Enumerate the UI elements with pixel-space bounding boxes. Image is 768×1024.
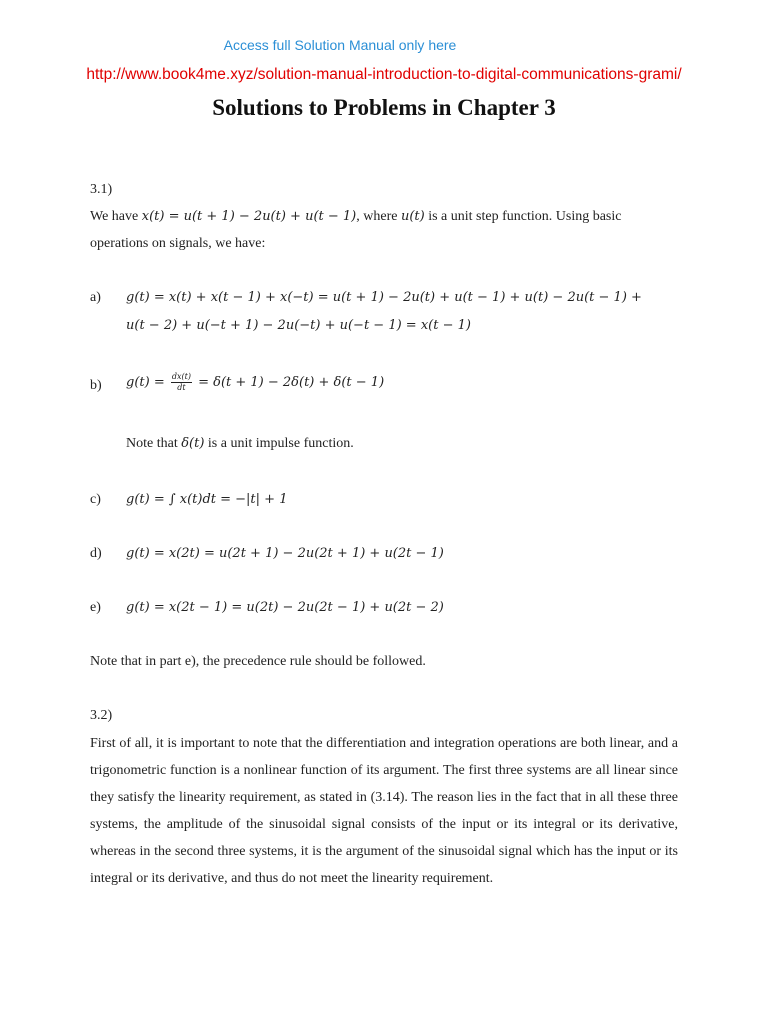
intro-unit-step: u(t) xyxy=(400,209,425,224)
part-a-equation-line1: g(t) = x(t) + x(t − 1) + x(−t) = u(t + 1) − 2u(t) + u(t − 1) + u(t) − 2u(t − 1) + xyxy=(126,290,642,305)
access-solution-link[interactable]: Access full Solution Manual only here xyxy=(223,37,457,53)
problem-3-2-paragraph: First of all, it is important to note that the differentiation and integration operations are both linear, and a trigonometric function is a nonlinear function of its argument. The first three systems are all linear since they satisfy the linearity requirement, as stated in (3.14). The reason lies in the fact that in all these three systems, the amplitude of the sinusoidal signal consists of the input or its integral or its derivative, whereas in the second three systems, it is the argument of the sinusoidal signal which has the input or its integral or its derivative, and thus do not meet the linearity requirement. xyxy=(90,736,678,886)
part-b-equation xyxy=(126,372,384,393)
part-b-lhs: g(t) = xyxy=(126,375,165,390)
problem-3-1-intro xyxy=(90,209,621,225)
intro-text: , where xyxy=(356,209,401,224)
problem-3-1-intro-line2: operations on signals, we have: xyxy=(90,236,266,251)
part-c-label: c) xyxy=(90,492,101,507)
part-b-rhs: = δ(t + 1) − 2δ(t) + δ(t − 1) xyxy=(198,375,385,390)
part-b-label: b) xyxy=(90,378,102,393)
problem-3-2-number: 3.2) xyxy=(90,708,113,723)
part-a-label: a) xyxy=(90,290,101,305)
part-b-note xyxy=(126,436,354,452)
part-d-equation: g(t) = x(2t) = u(2t + 1) − 2u(2t + 1) + u(2t − 1) xyxy=(126,546,444,561)
solution-manual-url-link[interactable]: http://www.book4me.xyz/solution-manual-introduction-to-digital-communications-grami/ xyxy=(86,66,682,83)
part-e-note: Note that in part e), the precedence rule should be followed. xyxy=(90,654,426,669)
part-d-label: d) xyxy=(90,546,102,561)
note-text: Note that xyxy=(126,436,182,451)
derivative-fraction xyxy=(171,372,192,393)
part-c-equation: g(t) = ∫ x(t)dt = −|t| + 1 xyxy=(126,492,288,507)
page-title: Solutions to Problems in Chapter 3 xyxy=(212,95,556,120)
fraction-numerator: dx(t) xyxy=(171,372,191,381)
intro-text: is a unit step function. Using basic xyxy=(424,209,622,224)
part-a-equation-line2: u(t − 2) + u(−t + 1) − 2u(−t) + u(−t − 1) = x(t − 1) xyxy=(126,318,471,333)
note-delta: δ(t) xyxy=(181,436,205,451)
part-e-label: e) xyxy=(90,600,101,615)
problem-3-1-number: 3.1) xyxy=(90,182,113,197)
part-e-equation: g(t) = x(2t − 1) = u(2t) − 2u(2t − 1) + u(2t − 2) xyxy=(126,600,444,615)
fraction-denominator: dt xyxy=(177,383,186,392)
intro-equation: x(t) = u(t + 1) − 2u(t) + u(t − 1) xyxy=(141,209,357,224)
note-text: is a unit impulse function. xyxy=(204,436,354,451)
intro-text: We have xyxy=(90,209,142,224)
